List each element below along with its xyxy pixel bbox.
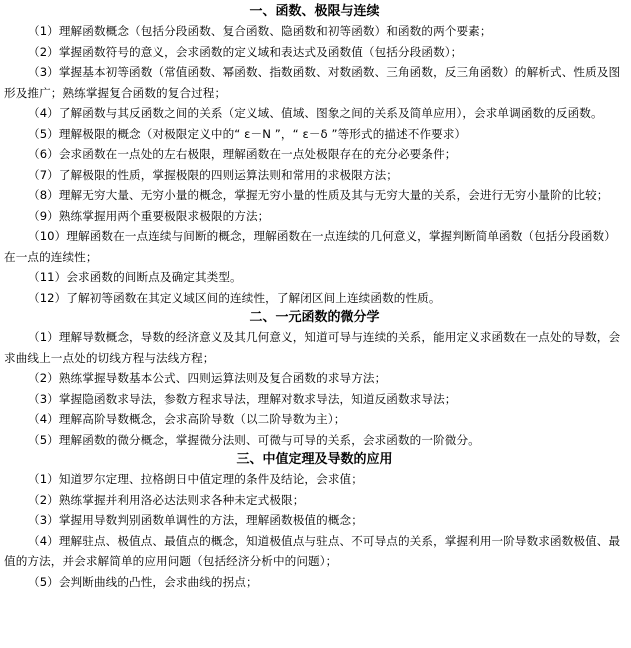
list-item: （7）了解极限的性质，掌握极限的四则运算法则和常用的求极限方法；	[28, 167, 398, 182]
list-item: （4）理解驻点、极值点、最值点的概念，知道极值点与驻点、不可导点的关系，掌握利用一阶导数求函数极值、最值的方法，并会求解简单的应用问题（包括经济分析中的问题）；	[4, 533, 621, 568]
list-item: （5）会判断曲线的凸性，会求曲线的拐点；	[28, 574, 258, 589]
list-item: （11）会求函数的间断点及确定其类型。	[28, 270, 242, 284]
list-item: （3）掌握基本初等函数（常值函数、幂函数、指数函数、对数函数、三角函数，反三角函数）的解析式、性质及图形及推广；熟练掌握复合函数的复合过程；	[4, 65, 621, 100]
list-item: （9）熟练掌握用两个重要极限求极限的方法；	[28, 208, 270, 223]
list-item: （12）了解初等函数在其定义域区间的连续性，了解闭区间上连续函数的性质。	[28, 290, 441, 305]
list-item: （1）理解函数概念（包括分段函数、复合函数、隐函数和初等函数）和函数的两个要素；	[28, 24, 492, 38]
section-title: 二、一元函数的微分学	[249, 310, 380, 325]
list-item: （2）熟练掌握导数基本公式、四则运算法则及复合函数的求导方法；	[28, 371, 387, 385]
list-item: （1）理解导数概念，导数的经济意义及其几何意义，知道可导与连续的关系，能用定义求函数在一点处的导数，会求曲线上一点处的切线方程与法线方程；	[4, 330, 621, 365]
list-item: （6）会求函数在一点处的左右极限，理解函数在一点处极限存在的充分必要条件；	[28, 147, 457, 161]
list-item: （5）理解极限的概念（对极限定义中的“ ε－N ”，“ ε－δ ”等形式的描述不作要求）	[28, 126, 467, 141]
list-item: （5）理解函数的微分概念，掌握微分法则、可微与可导的关系，会求函数的一阶微分。	[28, 432, 480, 447]
list-item: （1）知道罗尔定理、拉格朗日中值定理的条件及结论，会求值；	[28, 472, 363, 486]
list-item: （3）掌握用导数判别函数单调性的方法，理解函数极值的概念；	[28, 513, 363, 527]
list-item: （4）理解高阶导数概念，会求高阶导数（以二阶导数为主）；	[28, 412, 346, 426]
section-title: 三、中值定理及导数的应用	[236, 452, 393, 467]
list-item: （2）熟练掌握并利用洛必达法则求各种未定式极限；	[28, 492, 305, 507]
section-title: 一、函数、极限与连续	[249, 4, 380, 19]
list-item: （8）理解无穷大量、无穷小量的概念，掌握无穷小量的性质及其与无穷大量的关系，会进行无穷小量阶的比较；	[28, 188, 609, 202]
list-item: （3）掌握隐函数求导法，参数方程求导法，理解对数求导法，知道反函数求导法；	[28, 391, 457, 406]
list-item: （4）了解函数与其反函数之间的关系（定义域、值域、图象之间的关系及简单应用），会求单调函数的反函数。	[28, 106, 603, 120]
list-item: （2）掌握函数符号的意义，会求函数的定义域和表达式及函数值（包括分段函数）；	[28, 44, 463, 59]
list-item: （10）理解函数在一点连续与间断的概念，理解函数在一点连续的几何意义，掌握判断简单函数（包括分段函数）在一点的连续性；	[4, 229, 616, 264]
